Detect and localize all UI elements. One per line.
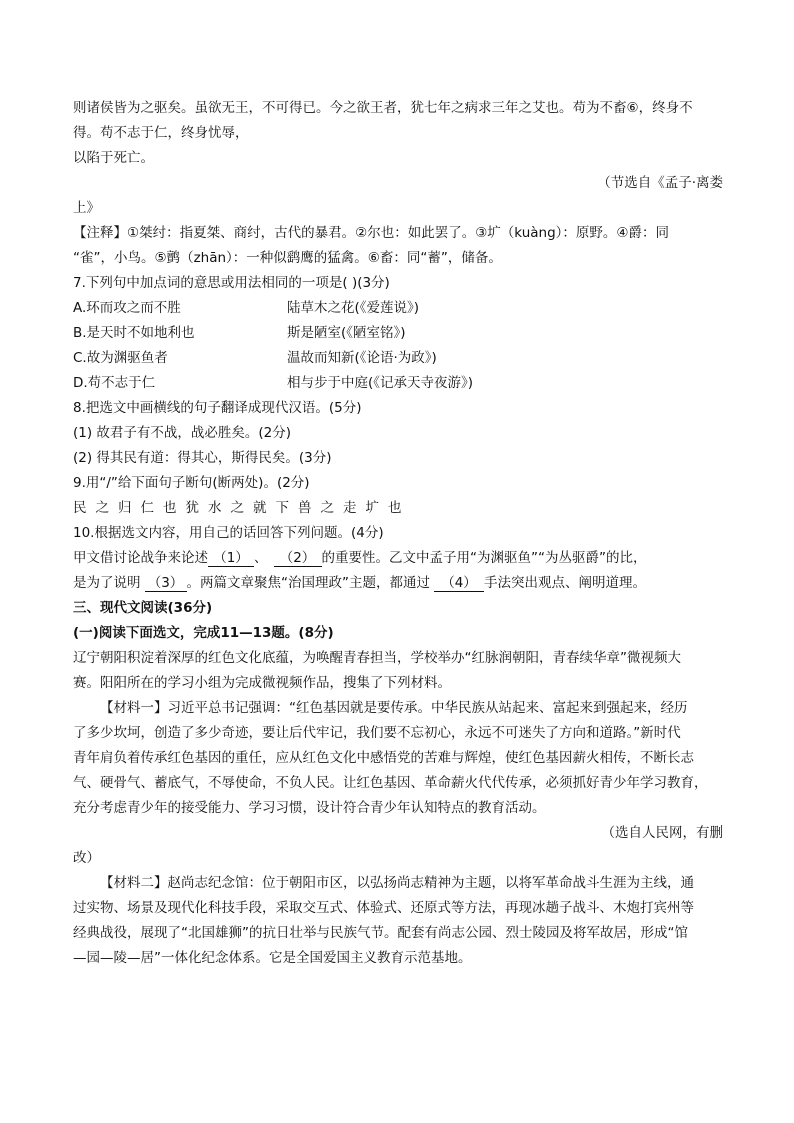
material-2-line: 【材料二】赵尚志纪念馆：位于朝阳市区，以弘扬尚志精神为主题，以将军革命战斗生涯为主线，通: [100, 875, 694, 891]
question-10-line-2: [73, 571, 723, 596]
q10-text: 。两篇文章聚焦“治国理政”主题，都通过: [186, 575, 430, 591]
question-7-option-a: [73, 296, 723, 321]
q10-text: 手法突出观点、阐明道理。: [484, 575, 646, 591]
option-sentence: A.环而攻之而不胜: [73, 300, 181, 316]
option-compare: 陆草木之花(《爱莲说》): [287, 300, 420, 316]
q10-text: 的重要性。乙文中孟子用“为渊驱鱼”“为丛驱爵”的比，: [321, 550, 647, 566]
material-2-line: 过实物、场景及现代化科技手段，采取交互式、体验式、还原式等方法，再现冰趟子战斗、木炮打宾州等: [73, 900, 694, 916]
passage-source-cont: 上》: [73, 200, 100, 216]
passage-line: 以陷于死亡。: [73, 150, 154, 166]
section-3-heading: 三、现代文阅读(36分): [73, 600, 213, 616]
intro-line: 赛。阳阳所在的学习小组为完成微视频作品，搜集了下列材料。: [73, 675, 451, 691]
document-page: [73, 96, 723, 971]
question-7-option-c: [73, 346, 723, 371]
option-compare: 相与步于中庭(《记承天寺夜游》): [287, 375, 474, 391]
material-1-source: （选自人民网，有删: [601, 825, 723, 841]
material-1-line: 【材料一】习近平总书记强调：“红色基因就是要传承。中华民族从站起来、富起来到强起来，经历: [100, 700, 688, 716]
question-9-sentence: 民之归仁也犹水之就下兽之走圹也: [73, 500, 411, 516]
question-7-option-b: [73, 321, 723, 346]
question-7-stem: 7.下列句中加点词的意思或用法相同的一项是( )(3分): [73, 275, 390, 291]
material-1-source-cont: 改）: [73, 850, 100, 866]
q10-text: 甲文借讨论战争来论述: [73, 550, 208, 566]
question-10-line-1: [73, 546, 723, 571]
material-1-line: 了多少坎坷，创造了多少奇迹，要让后代牢记，我们要不忘初心，永远不可迷失了方向和道路。”新时代: [73, 725, 681, 741]
answer-blank-2[interactable]: （2）: [274, 550, 322, 567]
question-8-stem: 8.把选文中画横线的句子翻译成现代汉语。(5分): [73, 400, 362, 416]
question-7-option-d: [73, 371, 723, 396]
material-2-line: 经典战役，展现了“北国雄狮”的抗日壮举与民族气节。配套有尚志公园、烈士陵园及将军故居，形成“馆: [73, 925, 688, 941]
option-compare: 温故而知新(《论语·为政》): [287, 350, 437, 366]
material-1-line: 气、硬骨气、蓄底气，不辱使命，不负人民。让红色基因、革命薪火代代传承，必须抓好青少年学习教育，: [73, 775, 708, 791]
option-compare: 斯是陋室(《陋室铭》): [287, 325, 406, 341]
material-2-line: —园—陵—居”一体化纪念体系。它是全国爱国主义教育示范基地。: [73, 950, 472, 966]
q10-text: 、: [254, 550, 268, 566]
question-8-sub-2: (2) 得其民有道：得其心，斯得民矣。(3分): [73, 450, 332, 466]
passage-line: 则诸侯皆为之驱矣。虽欲无王，不可得已。今之欲王者，犹七年之病求三年之艾也。苟为不畜⑥，终身不: [73, 100, 693, 116]
question-9-stem: 9.用“/”给下面句子断句(断两处)。(2分): [73, 475, 310, 491]
q10-text: 是为了说明: [73, 575, 141, 591]
question-10-stem: 10.根据选文内容，用自己的话回答下列问题。(4分): [73, 525, 384, 541]
answer-blank-3[interactable]: （3）: [145, 575, 187, 592]
answer-blank-1[interactable]: （1）: [208, 550, 254, 567]
material-1-line: 青年肩负着传承红色基因的重任，应从红色文化中感悟党的苦难与辉煌，使红色基因薪火相传，不断长志: [73, 750, 694, 766]
option-sentence: D.苟不志于仁: [73, 375, 156, 391]
intro-line: 辽宁朝阳积淀着深厚的红色文化底蕴，为唤醒青春担当，学校举办“红脉润朝阳，青春续华章”微视频大: [73, 650, 681, 666]
question-8-sub-1: (1) 故君子有不战，战必胜矣。(2分): [73, 425, 292, 441]
answer-blank-4[interactable]: （4）: [434, 575, 484, 592]
section-3-sub-heading: (一)阅读下面选文，完成11—13题。(8分): [73, 625, 334, 641]
passage-source: （节选自《孟子·离娄: [597, 175, 723, 191]
option-sentence: C.故为渊驱鱼者: [73, 350, 168, 366]
passage-line: 得。苟不志于仁，终身忧辱，: [73, 125, 249, 141]
annotation-line: 【注释】①桀纣：指夏桀、商纣，古代的暴君。②尔也：如此罢了。③圹（kuàng）：原野。④爵：同: [73, 225, 670, 241]
option-sentence: B.是天时不如地利也: [73, 325, 195, 341]
material-1-line: 充分考虑青少年的接受能力、学习习惯，设计符合青少年认知特点的教育活动。: [73, 800, 546, 816]
annotation-line: “雀”，小鸟。⑤鹯（zhān）：一种似鹞鹰的猛禽。⑥畜：同“蓄”，储备。: [73, 250, 502, 266]
